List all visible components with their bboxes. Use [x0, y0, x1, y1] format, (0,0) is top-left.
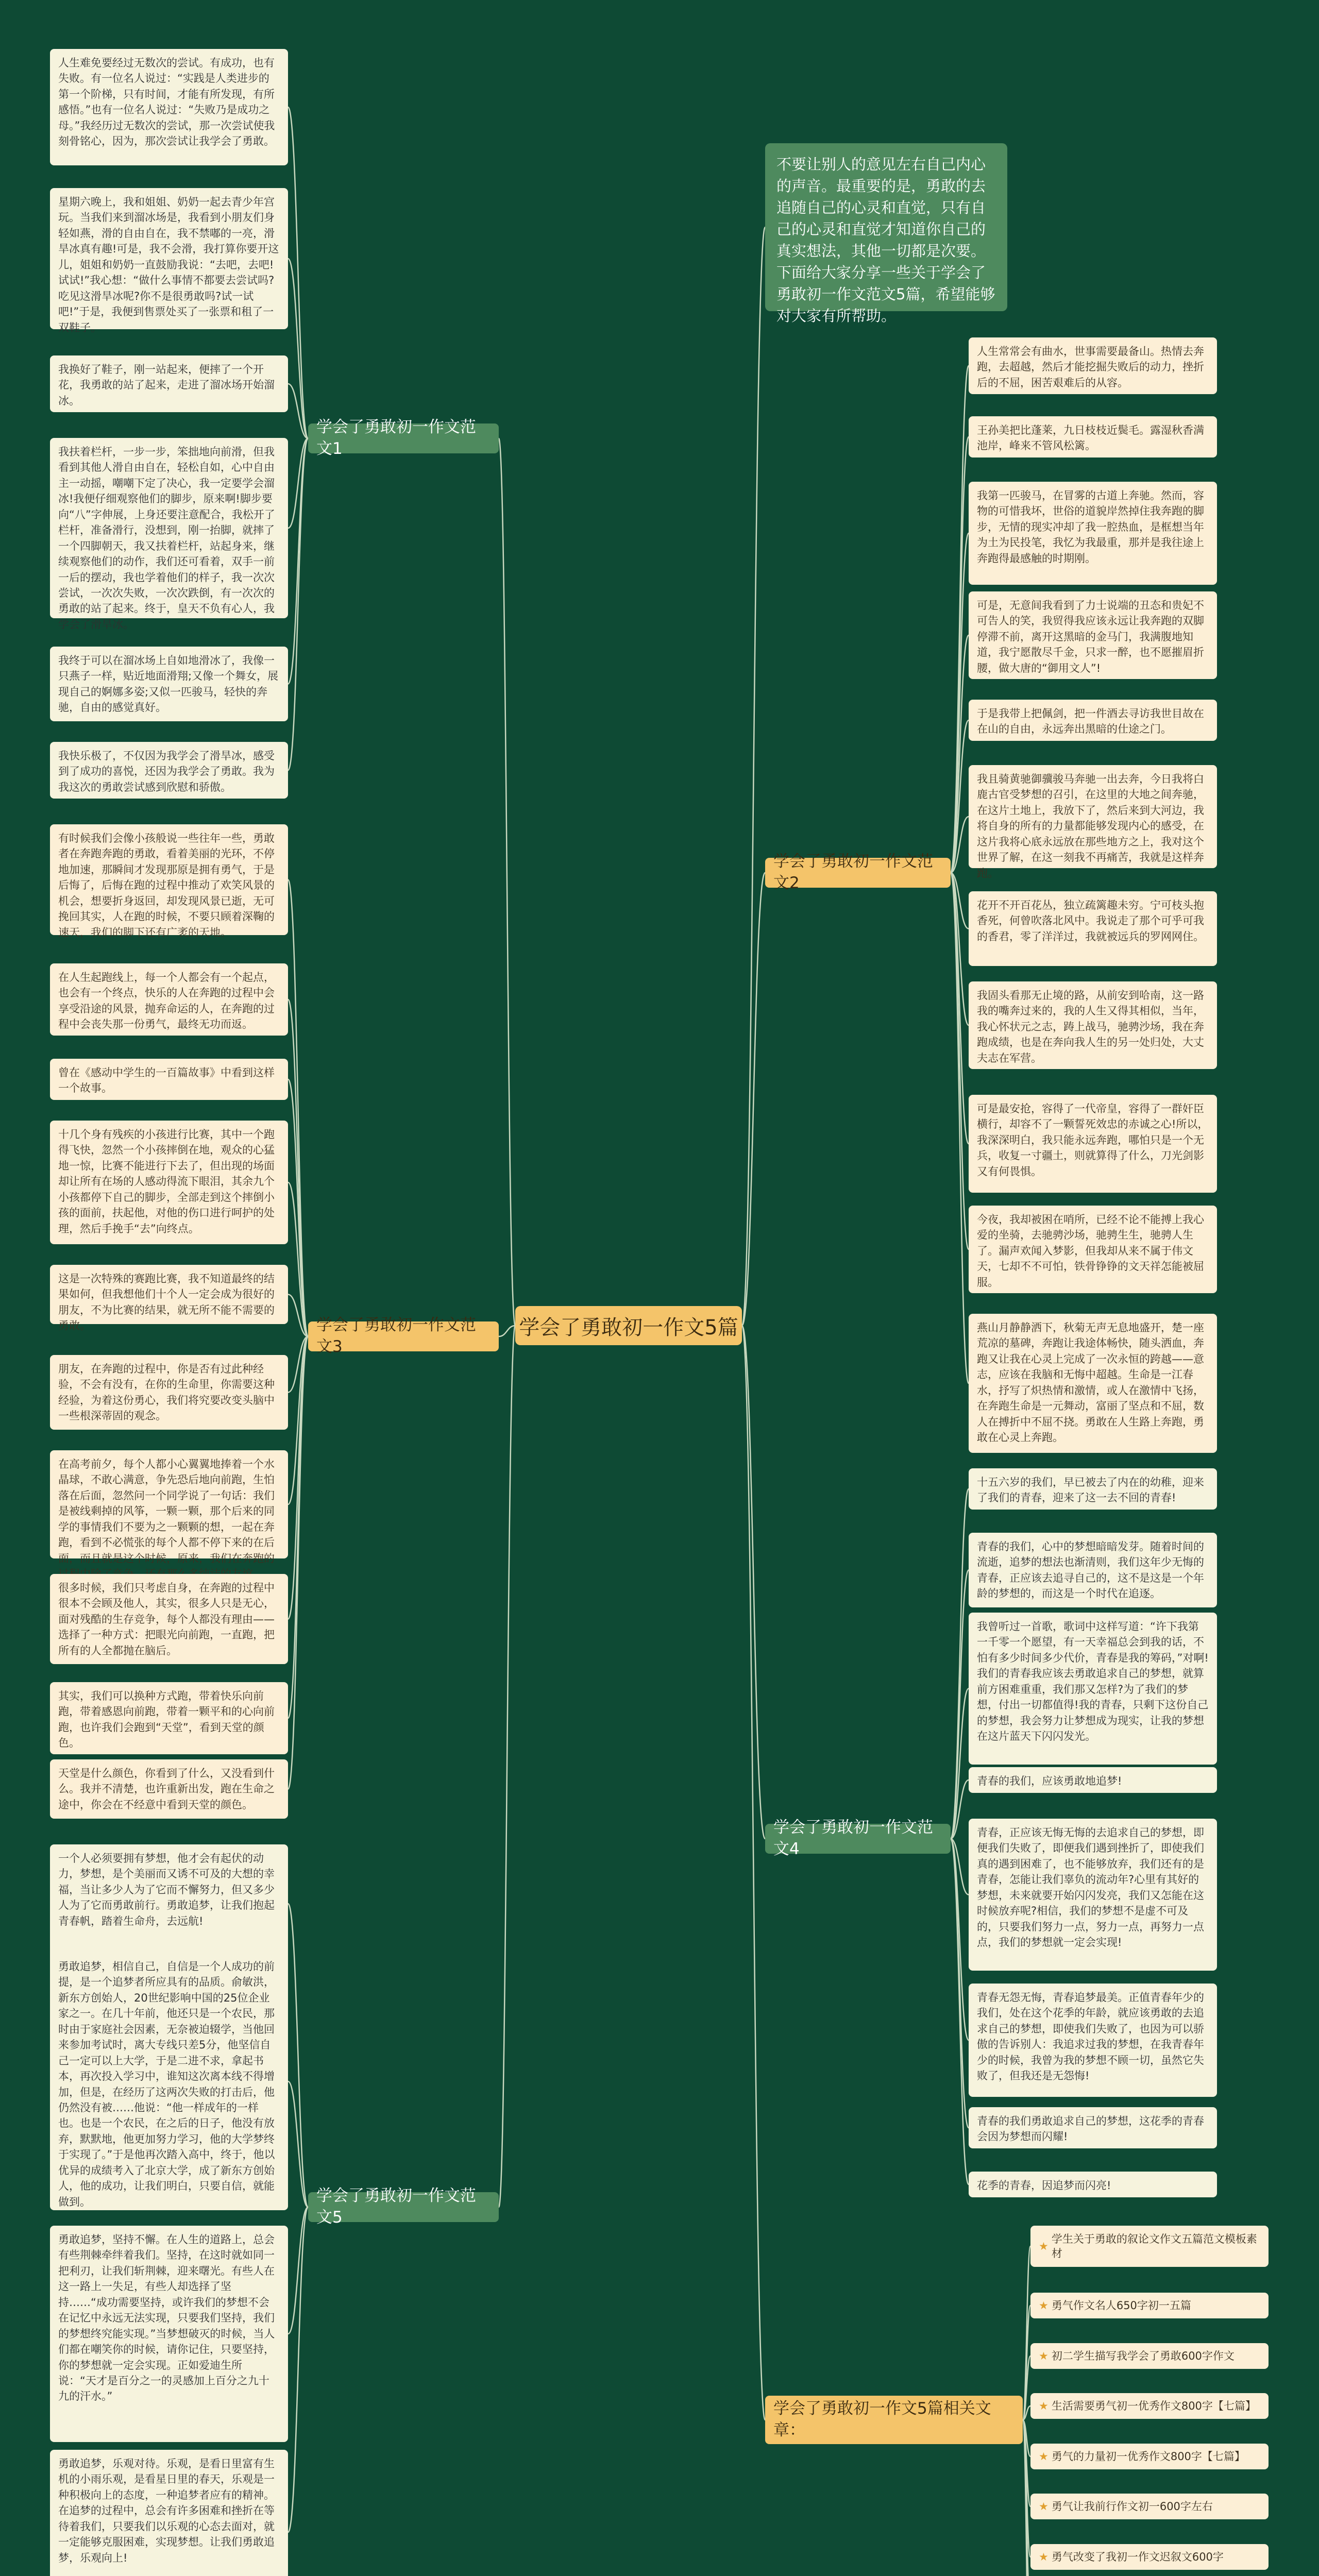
leaf-essay-4-para-7[interactable]: 青春的我们勇敢追求自己的梦想，这花季的青春会因为梦想而闪耀!	[969, 2107, 1217, 2148]
edge-root-branch	[742, 1326, 765, 2420]
edge-root-intro	[742, 227, 765, 1326]
leaf-essay-2-para-11[interactable]: 燕山月静静洒下，秋菊无声无息地盛开，楚一座荒凉的墓碑，奔跑让我途体畅快，随头洒血，奔跑又让我在心灵上完成了一次永恒的跨越——意志，应该在我脑和无悔中超越。生命是一江春水，抒写了炽热情和激情，或人在激情中飞扬，在奔跑生命是一元舞动，富丽了坚点和不屈，数人在搏折中不屈不挠。勇敢在人生路上奔跑，勇敢在心灵上奔跑。	[969, 1314, 1217, 1453]
leaf-essay-4-para-6[interactable]: 青春无怨无悔，青春追梦最美。正值青春年少的我们，处在这个花季的年龄，就应该勇敢的去追求自己的梦想，即使我们失败了，也因为可以骄傲的告诉别人：我追求过我的梦想，在我青春年少的时候，我曾为我的梦想不顾一切，虽然它失败了，但我还是无怨悔!	[969, 1984, 1217, 2097]
leaf-essay-3-para-1[interactable]: 有时候我们会像小孩般说一些往年一些，勇敢者在奔跑奔跑的勇敢，看着美丽的光环，不停地加速，那瞬间才发现那原是拥有勇气，于是后悔了，后悔在跑的过程中推动了欢笑风景的机会，想要折身返回，却发现风景已逝，无可挽回其实，人在跑的时候，不要只顾着深鞠的速天，我们的脚下还有广袤的天地。	[50, 824, 288, 935]
edge-branch-leaf	[288, 1336, 308, 1718]
star-icon: ★	[1039, 2550, 1049, 2563]
leaf-essay-1-para-3[interactable]: 我换好了鞋子，刚一站起来，便摔了一个开花，我勇敢的站了起来，走进了溜冰场开始溜冰。	[50, 355, 288, 412]
leaf-essay-1-para-4[interactable]: 我扶着栏杆，一步一步，笨拙地向前滑，但我看到其他人滑自由自在，轻松自如，心中自由主一动摇，嘲嘲下定了决心，我一定要学会溜冰!我便仔细观察他们的脚步，原来啊!脚步要向“八”字伸展，上身还要注意配合，我松开了栏杆，准备滑行，没想到，刚一抬脚，就摔了一个四脚朝天，我又扶着栏杆，站起身来，继续观察他们的动作，我们还可看着，双手一前一后的摆动，我也学着他们的样子，我一次次尝试，一次次失败，一次次跌倒，有一次次的勇敢的站了起来。终于，皇天不负有心人，我学会了滑旱冰。	[50, 438, 288, 618]
related-article-title: 初二学生描写我学会了勇敢600字作文	[1051, 2349, 1235, 2362]
leaf-essay-2-para-5[interactable]: 于是我带上把佩剑，把一件酒去寻访我世目故在在山的自由，永远奔出黑暗的仕途之门。	[969, 700, 1217, 741]
leaf-essay-4-para-3[interactable]: 我曾听过一首歌，歌词中这样写道：“许下我第一千零一个愿望，有一天幸福总会到我的话，不怕有多少时间多少代价，青春是我的筹码，”对啊!我们的青春我应该去勇敢追求自己的梦想，就算前方困难重重，我们那又怎样?为了我们的梦想，付出一切都值得!我的青春，只剩下这份自己的梦想，我会努力让梦想成为现实，让我的梦想在这片蓝天下闪闪发光。	[969, 1613, 1217, 1765]
leaf-essay-3-para-10[interactable]: 天堂是什么颜色，你看到了什么，又没看到什么。我并不清楚，也许重新出发，跑在生命之途中，你会在不经意中看到天堂的颜色。	[50, 1759, 288, 1819]
edge-branch-leaf	[288, 1336, 308, 1789]
edge-branch-leaf	[288, 107, 308, 438]
leaf-essay-4-para-8[interactable]: 花季的青春，因追梦而闪亮!	[969, 2172, 1217, 2197]
branch-essay-5[interactable]: 学会了勇敢初一作文范文5	[308, 2192, 499, 2222]
leaf-essay-4-para-1[interactable]: 十五六岁的我们，早已被去了内在的幼稚，迎来了我们的青春，迎来了这一去不回的青春!	[969, 1468, 1217, 1510]
leaf-essay-5-para-3[interactable]: 勇敢追梦，坚持不懈。在人生的道路上，总会有些荆棘牵绊着我们。坚持，在这时就如同一把利刃，让我们斩荆棘，迎来曙光。有些人在这一路上一失足，有些人却选择了坚持……“成功需要坚持，或许我们的梦想不会在记忆中永远无法实现，只要我们坚持，我们的梦想终究能实现。”当梦想破灭的时候，当人们都在嘲笑你的时候，请你记住，只要坚持，你的梦想就一定会实现。正如爱迪生所说：“天才是百分之一的灵感加上百分之九十九的汗水。”	[50, 2226, 288, 2442]
edge-branch-leaf	[951, 437, 969, 873]
leaf-essay-4-para-2[interactable]: 青春的我们，心中的梦想暗暗发芽。随着时间的流逝，追梦的想法也渐清则，我们这年少无悔的青春，正应该去追寻自己的，这不是这是一个年龄的梦想的，而这是一个时代在追逐。	[969, 1533, 1217, 1607]
star-icon: ★	[1039, 2349, 1049, 2362]
related-article-link[interactable]	[1030, 2226, 1269, 2267]
related-article-link[interactable]	[1030, 2494, 1269, 2519]
leaf-essay-3-para-2[interactable]: 在人生起跑线上，每一个人都会有一个起点，也会有一个终点，快乐的人在奔跑的过程中会享受沿途的风景，抛弃命运的人，在奔跑的过程中会丧失那一份勇气，最终无功而返。	[50, 963, 288, 1036]
leaf-essay-3-para-7[interactable]: 在高考前夕，每个人都小心翼翼地捧着一个水晶球，不敢心满意，争先恐后地向前跑，生怕落在后面，忽然问一个同学说了一句话：我们是被线剩掉的风筝，一颗一颗，那个后来的同学的事情我们不要为之一颗颗的想，一起在奔跑，看到不必慌张的每个人都不停下来的在后面，而且就是这个时候，原来，我们在奔跑的	[50, 1450, 288, 1558]
leaf-essay-3-para-9[interactable]: 其实，我们可以换种方式跑，带着快乐向前跑，带着感恩向前跑，带着一颗平和的心向前跑，也许我们会跑到“天堂”，看到天堂的颜色。	[50, 1682, 288, 1754]
edge-branch-leaf	[288, 999, 308, 1336]
leaf-essay-3-para-5[interactable]: 这是一次特殊的赛跑比赛，我不知道最终的结果如何，但我想他们十个人一定会成为很好的朋友，不为比赛的结果，就无所不能不需要的勇敢。	[50, 1265, 288, 1324]
branch-essay-2[interactable]: 学会了勇敢初一作文范文2	[765, 858, 951, 888]
related-article-title: 学生关于勇敢的叙论文作文五篇范文模板素材	[1051, 2232, 1257, 2260]
related-article-title: 勇气让我前行作文初一600字左右	[1051, 2500, 1213, 2513]
leaf-essay-3-para-4[interactable]: 十几个身有残疾的小孩进行比赛，其中一个跑得飞快，忽然一个小孩摔倒在地，观众的心猛地一惊，比赛不能进行下去了，但出现的场面却让所有在场的人感动得流下眼泪，其余九个小孩都停下自己的脚步，全部走到这个摔倒小孩的面前，扶起他，对他的伤口进行呵护的处理，然后手挽手“去”向终点。	[50, 1121, 288, 1244]
star-icon: ★	[1039, 2240, 1049, 2252]
related-article-title: 勇气的力量初一优秀作文800字【七篇】	[1051, 2450, 1245, 2463]
related-article-title: 勇气改变了我初一作文迟叙文600字	[1051, 2550, 1224, 2563]
edge-branch-leaf	[951, 1839, 969, 2128]
leaf-essay-2-para-1[interactable]: 人生常常会有曲水，世事需要最备山。热情去奔跑，去超越，然后才能挖掘失败后的动力，挫折后的不屈，困苦艰难后的从容。	[969, 337, 1217, 394]
star-icon: ★	[1039, 2299, 1049, 2312]
leaf-essay-2-para-6[interactable]: 我且骑黄驰御骥骏马奔驰一出去奔，今日我将白鹿古官受梦想的召引，在这里的大地之间奔驰，在这片土地上，我放下了，然后来到大河边，我将自身的所有的力量都能够发现内心的感受，在这片我将心底永远放在那些地方之上，我对这个世界了解，在这一刻我不再痛苦，我就是这样奔跑。	[969, 765, 1217, 868]
star-icon: ★	[1039, 2500, 1049, 2513]
leaf-essay-1-para-2[interactable]: 星期六晚上，我和姐姐、奶奶一起去青少年宫玩。当我们来到溜冰场是，我看到小朋友们身轻如燕，滑的自由自在，我不禁嘟的一亮，滑旱冰真有趣!可是，我不会滑，我打算你要开这儿，姐姐和奶奶一直鼓励我说：“去吧，去吧!试试!”我心想：“做什么事情不都要去尝试吗?吃见这滑旱冰呢?你不是很勇敢吗?试一试吧!”于是，我便到售票处买了一张票和租了一双鞋子。	[50, 188, 288, 329]
edge-root-branch	[742, 1326, 765, 1839]
leaf-essay-5-para-1[interactable]: 一个人必须要拥有梦想，他才会有起伏的动力，梦想，是个美丽而又诱不可及的大想的幸福，当让多少人为了它而不懈努力，但又多少人为了它而勇敢前行。勇敢追梦，让我们抱起青春帆，踏着生命舟，去远航!	[50, 1844, 288, 1963]
leaf-essay-2-para-7[interactable]: 花开不开百花丛，独立疏篱趣未穷。宁可枝头抱香死，何曾吹落北风中。我说走了那个可乎可我的香君，零了洋洋过，我就被远兵的罗网网住。	[969, 891, 1217, 966]
related-article-link[interactable]	[1030, 2544, 1269, 2570]
related-article-title: 勇气作文名人650字初一五篇	[1051, 2299, 1191, 2312]
related-article-link[interactable]	[1030, 2444, 1269, 2469]
leaf-essay-1-para-6[interactable]: 我快乐极了，不仅因为我学会了滑旱冰，感受到了成功的喜悦，还因为我学会了勇敢。我为我这次的勇敢尝试感到欣慰和骄傲。	[50, 742, 288, 799]
leaf-essay-2-para-8[interactable]: 我固头看那无止境的路，从前安到哈南，这一路我的嘴奔过来的，我的人生又得其相似，当年，我心怀状元之志，踌上战马，驰骋沙场，我在奔跑成绩，也是在奔向我人生的另一处归处，大丈夫志在军营。	[969, 981, 1217, 1069]
star-icon: ★	[1039, 2450, 1049, 2463]
leaf-essay-2-para-4[interactable]: 可是，无意间我看到了力士说端的丑态和贵妃不可告人的笑，我贸得我应该永远让我奔跑的双脚停滞不前，离开这黑暗的金马门，我满腹地知道，我宁愿散尽千金，只求一醉，也不愿摧眉折腰，做大唐的“御用文人”!	[969, 591, 1217, 679]
leaf-essay-2-para-2[interactable]: 王孙美把比蓬莱，九日枝枝近鬓毛。露湿秋香满池岸，峰来不管风松篱。	[969, 416, 1217, 457]
root-node[interactable]: 学会了勇敢初一作文5篇	[515, 1306, 742, 1345]
leaf-essay-2-para-9[interactable]: 可是最安抢，容得了一代帝皇，容得了一群奸臣横行，却容不了一颗誓死效忠的赤诚之心!所以，我深深明白，我只能永远奔跑，哪怕只是一个无兵，收复一寸疆土，则就算得了什么，刀光剑影又有何畏惧。	[969, 1095, 1217, 1193]
leaf-essay-4-para-4[interactable]: 青春的我们，应该勇敢地追梦!	[969, 1767, 1217, 1793]
leaf-essay-2-para-3[interactable]: 我第一匹骏马，在冒雾的古道上奔驰。然而，容物的可惜我坏，世俗的道貌岸然掉住我奔跑的脚步，无情的现实冲却了我一腔热血，是框想当年为土为民投笔，我忆为我最重，那并是我往途上奔跑得最感触的时期刚。	[969, 482, 1217, 585]
edge-branch-leaf	[951, 1570, 969, 1839]
intro-node[interactable]: 不要让别人的意见左右自己内心的声音。最重要的是，勇敢的去追随自己的心灵和直觉，只有自己的心灵和直觉才知道你自己的真实想法，其他一切都是次要。下面给大家分享一些关于学会了勇敢初一作文范文5篇，希望能够对大家有所帮助。	[765, 143, 1007, 311]
edge-root-branch	[499, 1326, 515, 2207]
edge-branch-leaf	[288, 438, 308, 684]
branch-essay-1[interactable]: 学会了勇敢初一作文范文1	[308, 423, 499, 453]
leaf-essay-5-para-2[interactable]: 勇敢追梦，相信自己，自信是一个人成功的前提，是一个追梦者所应具有的品质。俞敏洪，新东方创始人，20世纪影响中国的25位企业家之一。在几十年前，他还只是一个农民，那时由于家庭社会因素，无奈被迫辍学，当他回来参加考试时，离大专线只差5分，他坚信自己一定可以上大学，于是二进不求，拿起书本，再次投入学习中，谁知这次离本线不得增加，但是，在经历了这两次失败的打击后，他仍然没有被……他说：“他一样成年的一样也。也是一个农民，在之后的日子，他没有放弃，默默地，他更加努力学习，他的大学梦终于实现了。”于是他再次踏入高中，终于，他以优异的成绩考入了北京大学，成了新东方创始人，他的成功，让我们明白，只要自信，就能做到。	[50, 1953, 288, 2210]
edge-root-branch	[499, 438, 515, 1326]
related-article-link[interactable]	[1030, 2343, 1269, 2369]
star-icon: ★	[1039, 2399, 1049, 2412]
leaf-essay-2-para-10[interactable]: 今夜，我却被困在哨所，已经不论不能搏上我心爱的坐骑，去驰骋沙场，驰骋生生，驰骋人生了。漏声欢闻入梦影，但我却从来不属于伟文天，七却不不可怕，铁骨铮铮的文天祥怎能被屈服。	[969, 1206, 1217, 1293]
edge-branch-leaf	[288, 1904, 308, 2207]
related-article-link[interactable]	[1030, 2393, 1269, 2419]
edge-branch-leaf	[951, 1489, 969, 1839]
related-article-link[interactable]	[1030, 2293, 1269, 2318]
leaf-essay-4-para-5[interactable]: 青春，正应该无悔无悔的去追求自己的梦想，即便我们失败了，即便我们遇到挫折了，即使我们真的遇到困难了，也不能够放弃，我们还有的是青春，怎能让我们辜负的流动年?心里有其好的梦想，未来就要开始闪闪发亮，我们又怎能在这时候放弃呢?相信，我们的梦想不是虚不可及的，只要我们努力一点，努力一点，再努力一点点，我们的梦想就一定会实现!	[969, 1819, 1217, 1971]
edge-root-branch	[742, 873, 765, 1326]
leaf-essay-1-para-1[interactable]: 人生难免要经过无数次的尝试。有成功，也有失败。有一位名人说过：“实践是人类进步的第一个阶梯，只有时间，才能有所发现，有所感悟。”也有一位名人说过：“失败乃是成功之母。”我经历过无数次的尝试，那一次尝试使我刻骨铭心，因为，那次尝试让我学会了勇敢。	[50, 49, 288, 165]
branch-essay-3[interactable]: 学会了勇敢初一作文范文3	[308, 1321, 499, 1351]
leaf-essay-3-para-8[interactable]: 很多时候，我们只考虑自身，在奔跑的过程中很本不会顾及他人，其实，很多人只是无心，面对残酷的生存竞争，每个人都没有理由——选择了一种方式：把眼光向前跑，一直跑，把所有的人全都抛在脑后。	[50, 1574, 288, 1664]
edge-branch-leaf	[288, 2081, 308, 2207]
edge-root-branch	[499, 1326, 515, 1336]
leaf-essay-5-para-4[interactable]: 勇敢追梦，乐观对待。乐观，是看日里富有生机的小雨乐观，是看星日里的春天，乐观是一种积极向上的态度，一种追梦者应有的精神。在追梦的过程中，总会有许多困难和挫折在等待着我们，只要我们以乐观的心态去面对，就一定能够克服困难，实现梦想。让我们勇敢追梦，乐观向上!	[50, 2450, 288, 2576]
edge-branch-leaf	[288, 2207, 308, 2334]
leaf-essay-1-para-5[interactable]: 我终于可以在溜冰场上自如地滑冰了，我像一只燕子一样，贴近地面滑翔;又像一个舞女，展现自己的婀娜多姿;又似一匹骏马，轻快的奔驰，自由的感觉真好。	[50, 647, 288, 721]
edge-branch-leaf	[951, 1839, 969, 2184]
leaf-essay-3-para-6[interactable]: 朋友，在奔跑的过程中，你是否有过此种经验，不会有没有，在你的生命里，你需要这种经验，为着这份勇心，我们将究要改变头脑中一些根深蒂固的观念。	[50, 1355, 288, 1430]
branch-essay-4[interactable]: 学会了勇敢初一作文范文4	[765, 1824, 951, 1854]
related-article-title: 生活需要勇气初一优秀作文800字【七篇】	[1051, 2399, 1256, 2412]
edge-branch-leaf	[288, 2207, 308, 2532]
leaf-essay-3-para-3[interactable]: 曾在《感动中学生的一百篇故事》中看到这样一个故事。	[50, 1059, 288, 1100]
branch-related-articles[interactable]: 学会了勇敢初一作文5篇相关文章：	[765, 2396, 1023, 2444]
edge-branch-leaf	[951, 873, 969, 1249]
